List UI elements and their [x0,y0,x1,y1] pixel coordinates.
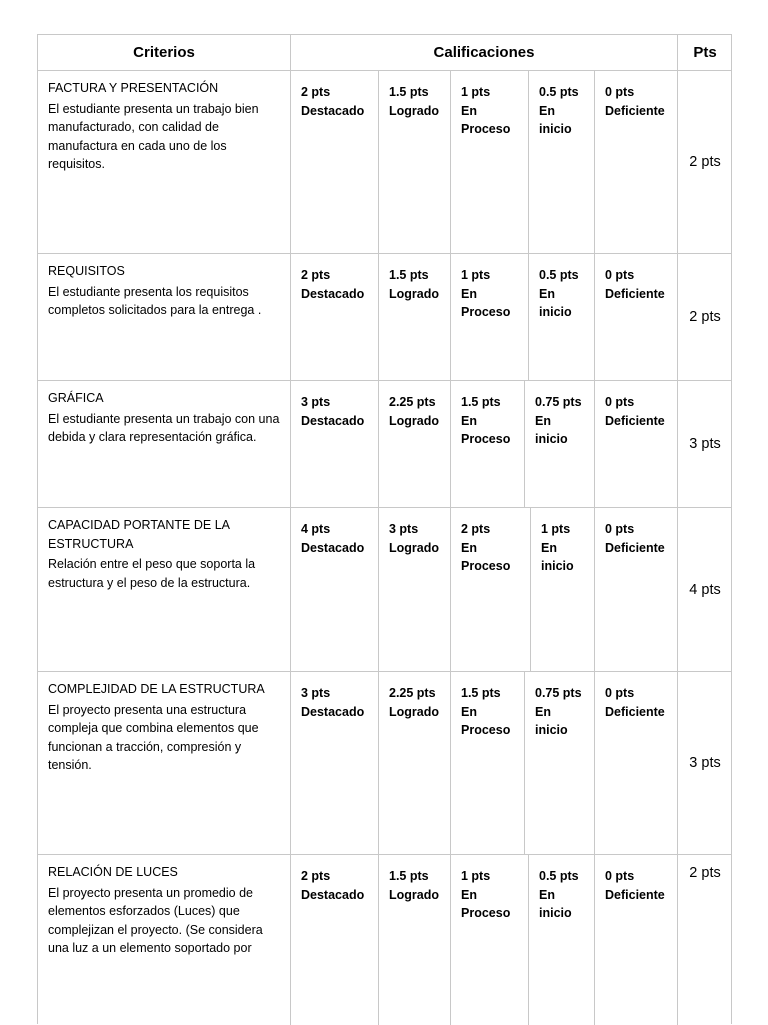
rating-points: 1 pts [461,869,491,883]
header-criterios: Criterios [38,35,291,71]
rating-points: 0.5 pts [539,85,579,99]
criterion-title: COMPLEJIDAD DE LA ESTRUCTURA [48,682,265,696]
rating-points: 1.5 pts [461,395,501,409]
criterion-description: El estudiante presenta un trabajo con una debida y clara representación gráfica. [48,411,280,444]
rubric-row [38,508,732,672]
criterion-cell [38,71,291,253]
rating-cell [291,71,379,253]
rating-points: 0.75 pts [535,395,582,409]
rating-cell [451,508,531,671]
rating-label: Deficiente [605,887,665,902]
points-total: 3 pts [689,436,721,452]
rating-cell [379,855,451,1025]
rating-label-2: Proceso [461,723,511,737]
rating-points: 3 pts [389,522,419,536]
rating-label-2: inicio [539,906,572,920]
criterion-description: El estudiante presenta un trabajo bien manufacturado, con calidad de manufactura en cada uno de los requisitos. [48,101,259,171]
rating-label: En [461,286,477,301]
rating-cell [379,672,451,854]
criterion-description: El estudiante presenta los requisitos completos solicitados para la entrega . [48,284,262,317]
rating-label: Destacado [301,103,365,118]
points-total: 4 pts [689,581,721,598]
criterion-cell [38,855,291,1025]
rating-label: En [539,887,555,902]
rubric-row [38,381,732,508]
criterion-title: RELACIÓN DE LUCES [48,865,178,879]
rating-label: Deficiente [605,704,665,719]
rating-points: 0 pts [605,85,635,99]
rating-cell [379,254,451,380]
criterion-description: El proyecto presenta una estructura compleja que combina elementos que funcionan a tracción, compresión y tensión. [48,702,259,772]
rating-cell [451,381,525,507]
rubric-row [38,855,732,1025]
points-total: 2 pts [689,154,721,170]
ratings-cell [291,381,678,507]
rating-points: 1.5 pts [461,686,501,700]
rating-label: Destacado [301,413,365,428]
rating-cell [595,254,677,380]
rating-label-2: Proceso [461,432,511,446]
rating-points: 1.5 pts [389,268,429,282]
rubric-row [38,254,732,381]
rating-cell [529,254,595,380]
rating-cell [595,508,677,671]
rating-cell [525,381,595,507]
rating-label: Destacado [301,540,365,555]
rating-cell [379,508,451,671]
rating-points: 1 pts [461,85,491,99]
rating-label: En [461,887,477,902]
rating-cell [291,508,379,671]
rating-label: En [541,540,557,555]
rating-cell [595,71,677,253]
rating-points: 3 pts [301,686,331,700]
rating-label: En [535,413,551,428]
rating-points: 0 pts [605,869,635,883]
criterion-title: GRÁFICA [48,391,104,405]
rating-label: Deficiente [605,540,665,555]
rating-cell [291,855,379,1025]
rating-label: Logrado [389,887,439,902]
rating-label-2: inicio [539,122,572,136]
rating-points: 0.75 pts [535,686,582,700]
criterion-description: Relación entre el peso que soporta la estructura y el peso de la estructura. [48,557,256,590]
rating-cell [451,254,529,380]
rating-points: 0 pts [605,268,635,282]
criterion-title: FACTURA Y PRESENTACIÓN [48,81,219,95]
ratings-cell [291,508,678,671]
rating-label-2: Proceso [461,122,511,136]
rating-label: En [461,704,477,719]
rating-points: 4 pts [301,522,331,536]
rubric-table [37,34,732,1024]
criterion-description: El proyecto presenta un promedio de elementos esforzados (Luces) que complejizan el proyecto. (Se considera una luz a un elemento soportado por [48,885,263,955]
rating-cell [525,672,595,854]
rating-cell [379,381,451,507]
ratings-cell [291,672,678,854]
points-total: 2 pts [689,309,721,325]
rating-cell [379,71,451,253]
rating-cell [529,71,595,253]
rating-label: Destacado [301,704,365,719]
rating-label: Logrado [389,540,439,555]
rating-label-2: inicio [535,432,568,446]
rubric-row [38,71,732,254]
rating-label-2: Proceso [461,559,511,573]
rating-label: En [461,540,477,555]
points-total: 2 pts [689,865,721,881]
criterion-cell [38,381,291,507]
rating-cell [291,254,379,380]
rating-label: Logrado [389,286,439,301]
rating-points: 0.5 pts [539,268,579,282]
rating-label-2: inicio [539,305,572,319]
rating-cell [291,672,379,854]
rating-points: 2 pts [301,85,331,99]
rating-label: Destacado [301,286,365,301]
ratings-cell [291,855,678,1025]
rating-label: Deficiente [605,413,665,428]
rating-points: 2.25 pts [389,686,436,700]
rating-label: En [461,103,477,118]
rating-label: Deficiente [605,103,665,118]
rating-cell [595,381,677,507]
rating-label-2: inicio [541,559,574,573]
rating-points: 0 pts [605,395,635,409]
header-pts: Pts [678,35,732,71]
criterion-cell [38,508,291,671]
points-total: 3 pts [689,755,721,771]
ratings-cell [291,71,678,253]
rating-points: 1.5 pts [389,85,429,99]
rating-points: 0 pts [605,522,635,536]
rating-label: Deficiente [605,286,665,301]
rating-label: Logrado [389,103,439,118]
rating-label: En [539,103,555,118]
rating-points: 2 pts [301,869,331,883]
rating-points: 1.5 pts [389,869,429,883]
rating-cell [595,672,677,854]
rubric-row [38,672,732,855]
rating-points: 3 pts [301,395,331,409]
rating-cell [291,381,379,507]
rating-label-2: Proceso [461,906,511,920]
rating-label-2: Proceso [461,305,511,319]
rating-points: 2 pts [301,268,331,282]
rating-points: 2.25 pts [389,395,436,409]
rating-cell [595,855,677,1025]
rating-points: 1 pts [541,522,571,536]
rating-label: Logrado [389,704,439,719]
header-calificaciones: Calificaciones [291,35,678,71]
ratings-cell [291,254,678,380]
rating-label: En [539,286,555,301]
rating-points: 0 pts [605,686,635,700]
rating-points: 0.5 pts [539,869,579,883]
rating-points: 2 pts [461,522,491,536]
rating-cell [531,508,595,671]
rating-label: Destacado [301,887,365,902]
criterion-cell [38,672,291,854]
rating-points: 1 pts [461,268,491,282]
rating-cell [451,672,525,854]
rating-label: Logrado [389,413,439,428]
rating-cell [451,71,529,253]
rating-cell [451,855,529,1025]
rating-label: En [461,413,477,428]
rating-cell [529,855,595,1025]
criterion-cell [38,254,291,380]
criterion-title: CAPACIDAD PORTANTE DE LA ESTRUCTURA [48,518,230,551]
rating-label: En [535,704,551,719]
criterion-title: REQUISITOS [48,264,125,278]
rating-label-2: inicio [535,723,568,737]
